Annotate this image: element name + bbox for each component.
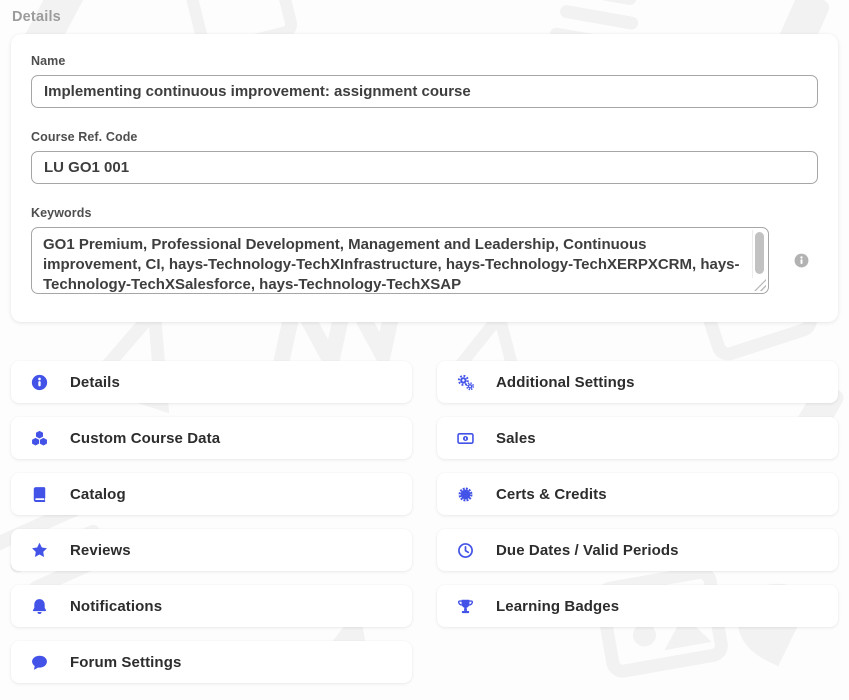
nav-card-reviews[interactable]	[11, 529, 412, 571]
comment-icon	[30, 653, 48, 671]
nav-column-right	[437, 361, 838, 683]
clock-icon	[456, 541, 474, 559]
info-circle-icon	[30, 373, 48, 391]
book-icon	[30, 485, 48, 503]
keywords-textarea[interactable]	[32, 228, 768, 293]
bell-icon	[30, 597, 48, 615]
nav-card-label: Details	[70, 373, 120, 391]
keywords-textarea-wrap	[31, 227, 769, 294]
name-field-group	[31, 54, 818, 108]
nav-card-details[interactable]	[11, 361, 412, 403]
keywords-label: Keywords	[31, 206, 92, 220]
nav-card-label: Notifications	[70, 597, 163, 615]
nav-card-label: Custom Course Data	[70, 429, 221, 447]
ref-code-label: Course Ref. Code	[31, 130, 138, 144]
nav-card-label: Reviews	[70, 541, 131, 559]
nav-card-notifications[interactable]	[11, 585, 412, 627]
certificate-icon	[456, 485, 474, 503]
nav-card-certs-credits[interactable]	[437, 473, 838, 515]
nav-card-due-dates[interactable]	[437, 529, 838, 571]
nav-card-additional-settings[interactable]	[437, 361, 838, 403]
nav-card-learning-badges[interactable]	[437, 585, 838, 627]
nav-card-forum-settings[interactable]	[11, 641, 412, 683]
nav-card-label: Due Dates / Valid Periods	[496, 541, 679, 559]
star-icon	[30, 541, 48, 559]
nav-card-custom-course-data[interactable]	[11, 417, 412, 459]
nav-card-label: Learning Badges	[496, 597, 620, 615]
cubes-icon	[30, 429, 48, 447]
nav-card-label: Forum Settings	[70, 653, 182, 671]
nav-card-catalog[interactable]	[11, 473, 412, 515]
info-circle-icon	[794, 253, 809, 268]
keywords-field-group	[31, 206, 818, 294]
course-ref-code-input[interactable]	[31, 151, 818, 184]
section-nav-grid	[11, 361, 838, 683]
nav-card-label: Sales	[496, 429, 536, 447]
nav-card-label: Catalog	[70, 485, 126, 503]
trophy-icon	[456, 597, 474, 615]
gears-icon	[456, 373, 474, 391]
page-title: Details	[12, 9, 61, 25]
nav-card-sales[interactable]	[437, 417, 838, 459]
money-bill-icon	[456, 429, 474, 447]
nav-card-label: Additional Settings	[496, 373, 635, 391]
nav-card-label: Certs & Credits	[496, 485, 607, 503]
name-label: Name	[31, 54, 66, 68]
keywords-scrollbar[interactable]	[752, 230, 766, 278]
ref-code-field-group	[31, 130, 818, 184]
name-input[interactable]	[31, 75, 818, 108]
nav-column-left	[11, 361, 412, 683]
keywords-scrollbar-thumb[interactable]	[755, 232, 764, 274]
details-panel	[11, 34, 838, 322]
